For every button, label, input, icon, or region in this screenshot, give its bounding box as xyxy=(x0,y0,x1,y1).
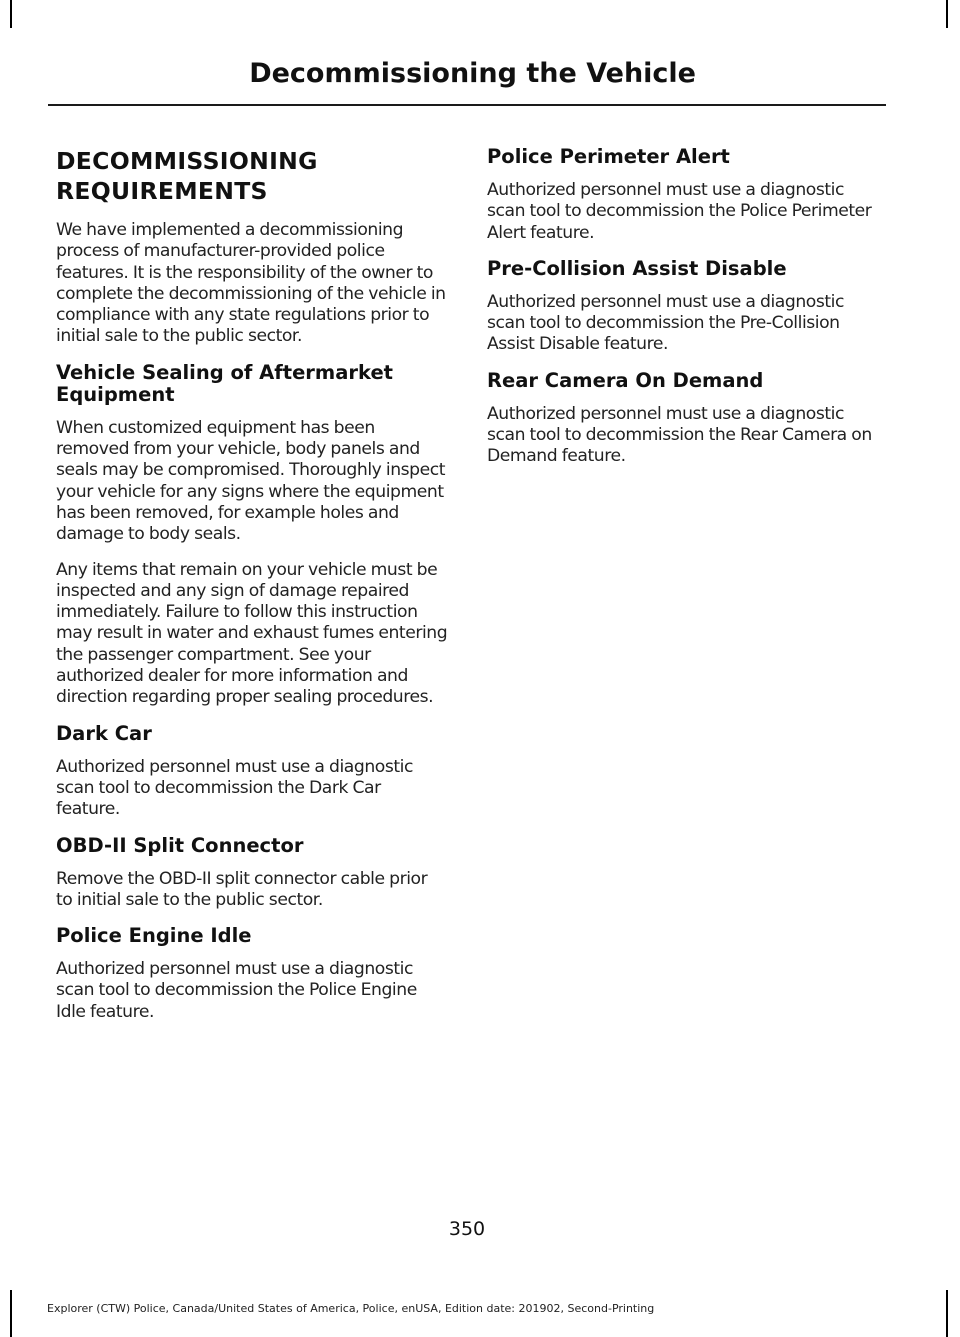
page-header-title: Decommissioning the Vehicle xyxy=(249,58,696,89)
section-heading-pre-collision-assist: Pre-Collision Assist Disable xyxy=(487,256,787,280)
section-heading-vehicle-sealing: Vehicle Sealing of Aftermarket Equipment xyxy=(56,360,393,406)
left-column xyxy=(56,146,448,1037)
page-number: 350 xyxy=(448,1218,486,1240)
section-heading-dark-car: Dark Car xyxy=(56,721,152,745)
dark-car-paragraph: Authorized personnel must use a diagnostic scan tool to decommission the Dark Car feature. xyxy=(56,756,413,820)
pre-collision-assist-paragraph: Authorized personnel must use a diagnostic scan tool to decommission the Pre-Collision Assist Disable feature. xyxy=(487,291,844,355)
vehicle-sealing-paragraph-1: When customized equipment has been removed from your vehicle, body panels and seals may be compromised. Thoroughly inspect your vehicle for any signs where the equipment has been removed, for example holes and damage to body seals. xyxy=(56,417,446,545)
crop-mark-top-left xyxy=(10,0,12,28)
crop-mark-bottom-left xyxy=(10,1290,12,1337)
obd-split-connector-paragraph: Remove the OBD-II split connector cable prior to initial sale to the public sector. xyxy=(56,868,428,910)
intro-paragraph: We have implemented a decommissioning process of manufacturer-provided police features. It is the responsibility of the owner to complete the decommissioning of the vehicle in compliance with any state regulations prior to initial sale to the public sector. xyxy=(56,220,446,347)
footer-edition-info: Explorer (CTW) Police, Canada/United States of America, Police, enUSA, Edition date: 201902, Second-Printing xyxy=(47,1302,655,1315)
crop-mark-top-right xyxy=(946,0,948,28)
police-engine-idle-paragraph: Authorized personnel must use a diagnostic scan tool to decommission the Police Engine Idle feature. xyxy=(56,959,417,1022)
section-heading-obd-split-connector: OBD-II Split Connector xyxy=(56,833,304,857)
right-column xyxy=(487,146,879,482)
section-heading-police-engine-idle: Police Engine Idle xyxy=(56,924,252,948)
rear-camera-paragraph: Authorized personnel must use a diagnostic scan tool to decommission the Rear Camera on Demand feature. xyxy=(487,403,872,467)
vehicle-sealing-paragraph-2: Any items that remain on your vehicle must be inspected and any sign of damage repaired immediately. Failure to follow this instruction may result in water and exhaust fumes entering the passenger compartment. See your authorized dealer for more information and direction regarding proper sealing procedures. xyxy=(56,559,448,708)
section-heading-rear-camera: Rear Camera On Demand xyxy=(487,368,764,392)
header-divider xyxy=(48,104,886,106)
crop-mark-bottom-right xyxy=(946,1290,948,1337)
police-perimeter-alert-paragraph: Authorized personnel must use a diagnostic scan tool to decommission the Police Perimeter Alert feature. xyxy=(487,180,872,243)
main-heading: DECOMMISSIONING REQUIREMENTS xyxy=(56,147,318,205)
section-heading-police-perimeter-alert: Police Perimeter Alert xyxy=(487,145,730,168)
